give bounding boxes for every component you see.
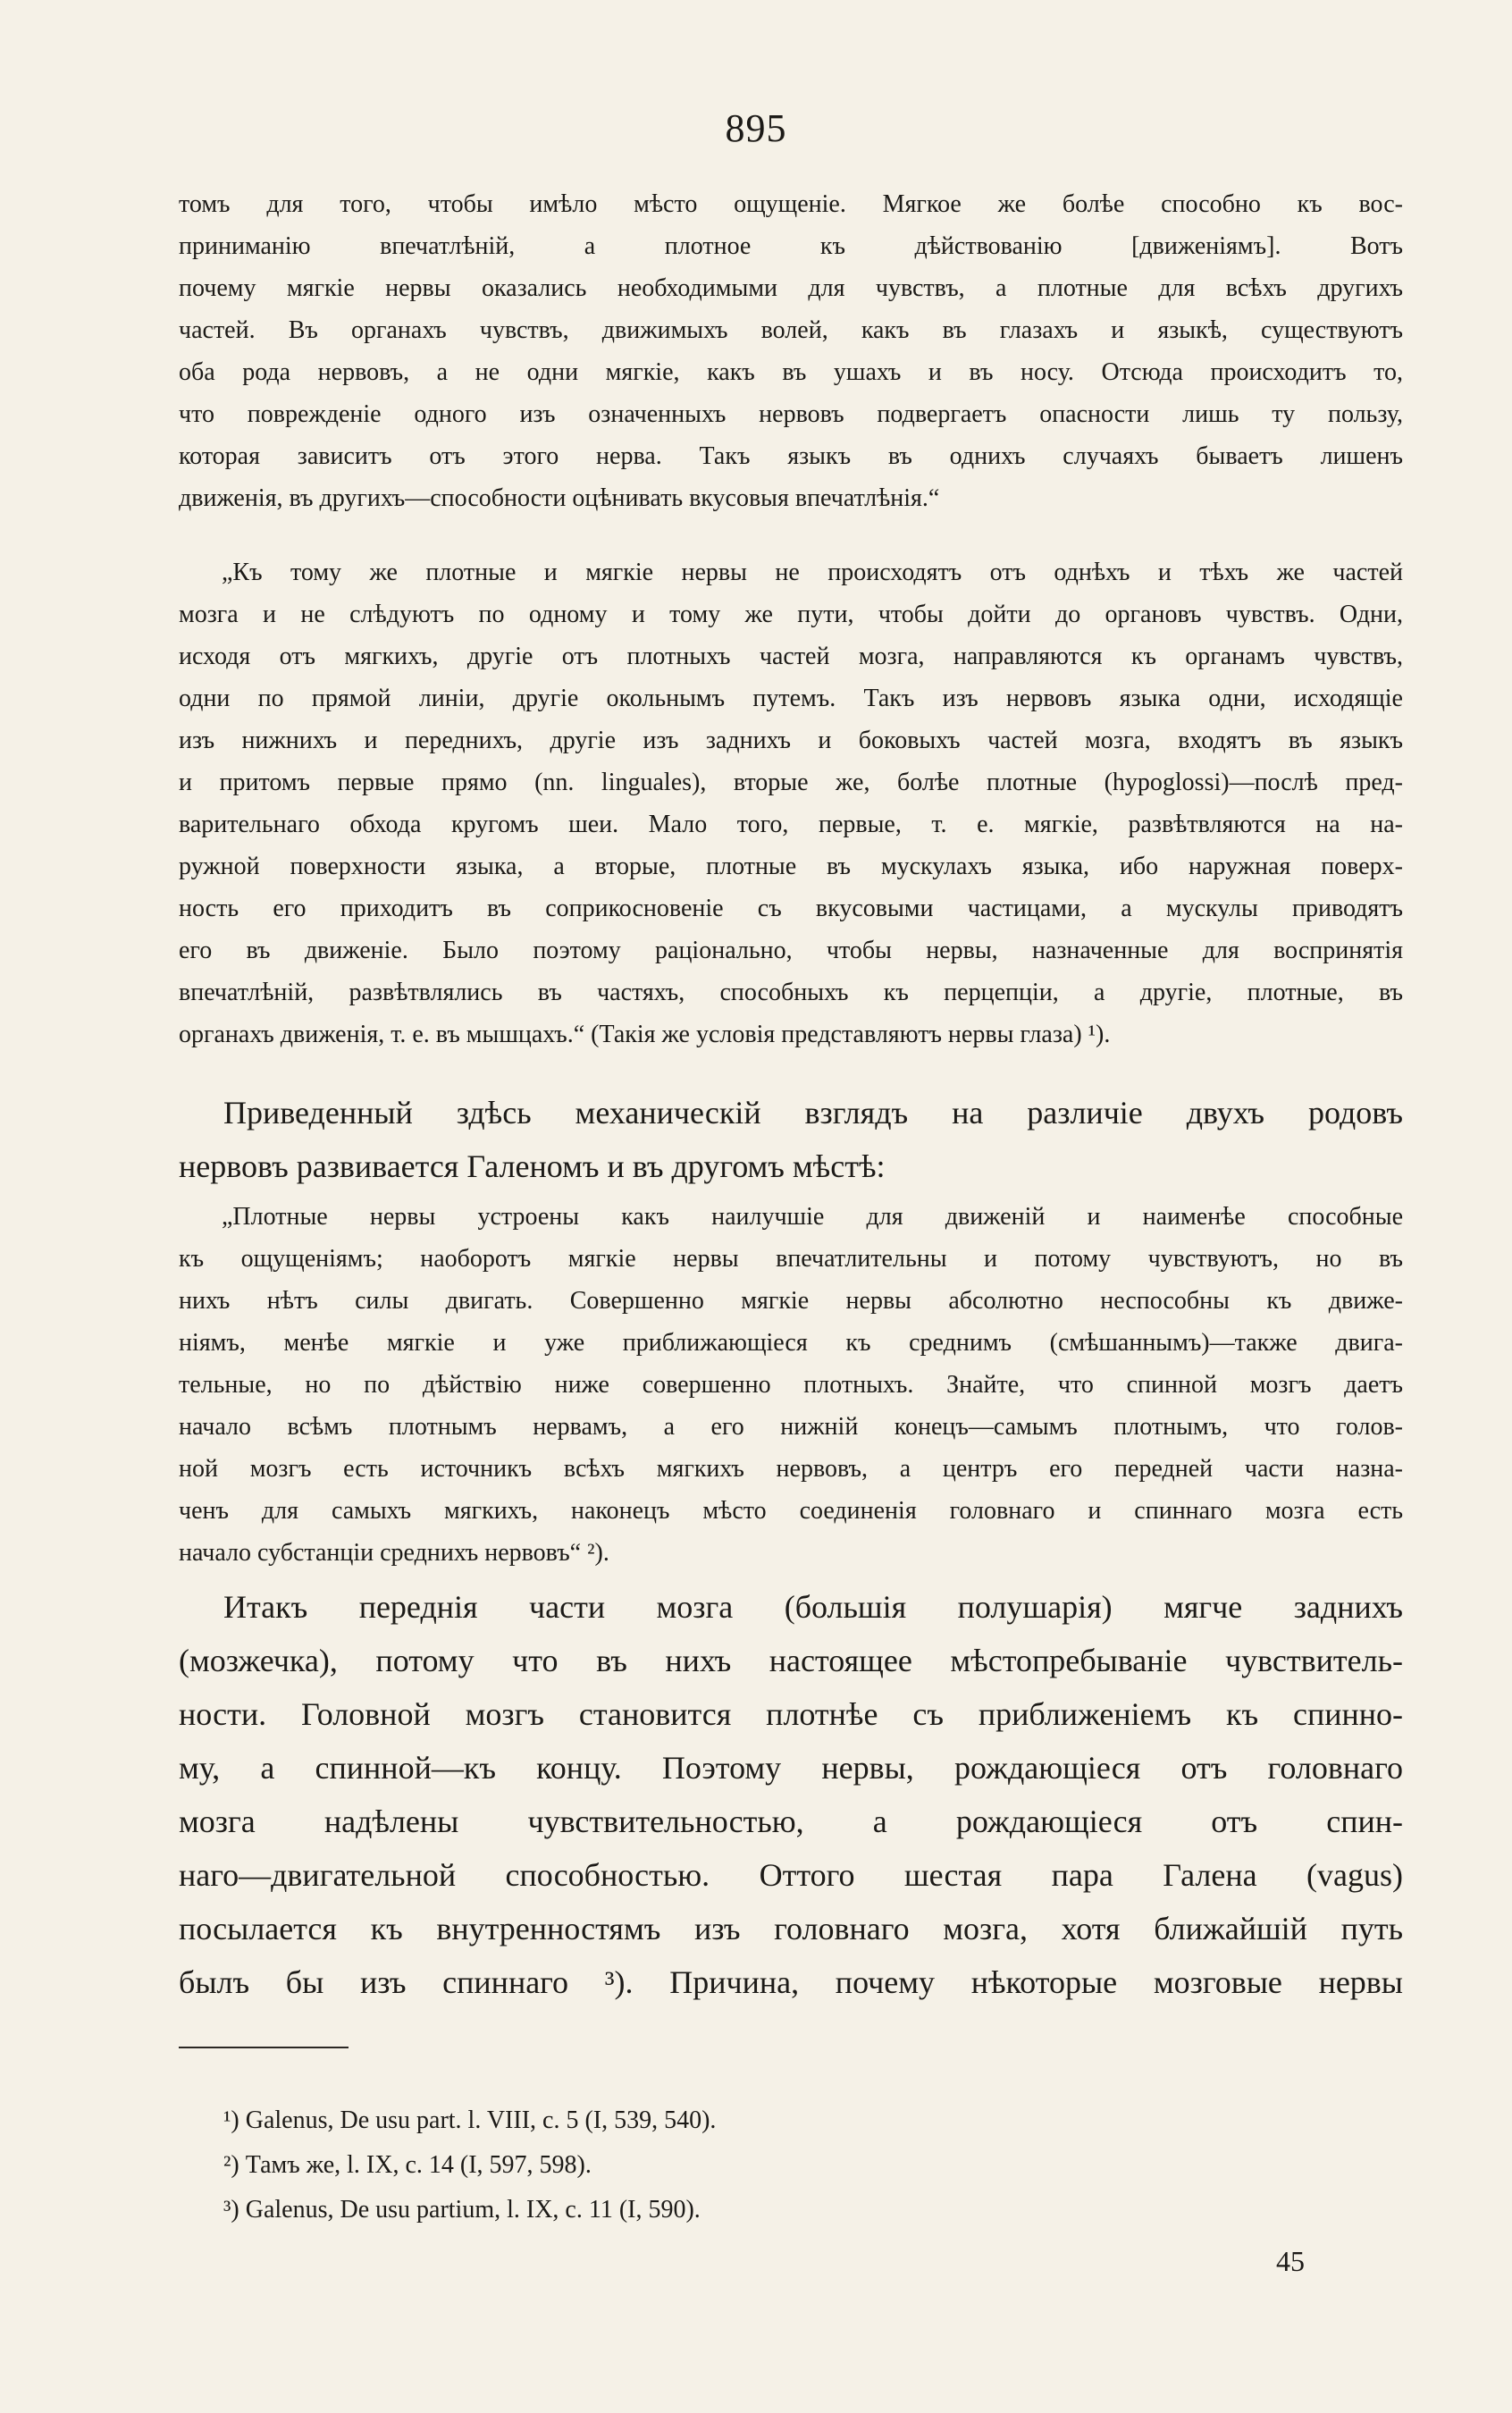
text-line: мозга надѣлены чувствительностью, а рождающіеся отъ спин-	[179, 1803, 1403, 1839]
text-line: органахъ движенія, т. е. въ мышцахъ.“ (Такія же условія представляютъ нервы глаза) ¹).	[179, 1021, 1111, 1048]
text-line: ніямъ, менѣе мягкіе и уже приближающіеся къ среднимъ (смѣшаннымъ)—также двига-	[179, 1329, 1403, 1357]
text-line: и притомъ первые прямо (nn. linguales), вторые же, болѣе плотные (hypoglossi)—послѣ пред-	[179, 769, 1403, 796]
text-line: почему мягкіе нервы оказались необходимыми для чувствъ, а плотные для всѣхъ другихъ	[179, 274, 1403, 302]
text-line: начало всѣмъ плотнымъ нервамъ, а его нижній конецъ—самымъ плотнымъ, что голов-	[179, 1413, 1403, 1441]
sheet-signature-number: 45	[1276, 2245, 1305, 2277]
text-line: движенія, въ другихъ—способности оцѣнивать вкусовыя впечатлѣнія.“	[179, 484, 940, 512]
text-line: одни по прямой линіи, другіе окольнымъ путемъ. Такъ изъ нервовъ языка одни, исходящіе	[179, 685, 1403, 712]
text-line: приниманію впечатлѣній, а плотное къ дѣйствованію [движеніямъ]. Вотъ	[179, 232, 1403, 260]
text-line: мозга и не слѣдуютъ по одному и тому же пути, чтобы дойти до органовъ чувствъ. Одни,	[179, 601, 1403, 628]
text-line: которая зависитъ отъ этого нерва. Такъ языкъ въ однихъ случаяхъ бываетъ лишенъ	[179, 442, 1403, 470]
text-line: частей. Въ органахъ чувствъ, движимыхъ волей, какъ въ глазахъ и языкѣ, существуютъ	[179, 316, 1403, 344]
text-line: начало субстанціи среднихъ нервовъ“ ²).	[179, 1539, 609, 1567]
footnotes	[223, 2098, 1296, 2232]
paragraph-quote-nerves	[179, 551, 1403, 1055]
paragraph-quote-dense-nerves	[179, 1196, 1403, 1574]
text-line: „Плотные нервы устроены какъ наилучшіе для движеній и наименѣе способные	[222, 1203, 1403, 1231]
page-number: 895	[725, 106, 787, 150]
footnote: ³) Galenus, De usu partium, l. IX, c. 11 (I, 590).	[223, 2196, 701, 2224]
text-line: изъ нижнихъ и переднихъ, другіе изъ заднихъ и боковыхъ частей мозга, входятъ въ языкъ	[179, 727, 1403, 754]
text-line: его въ движеніе. Было поэтому раціонально, чтобы нервы, назначенные для воспринятія	[179, 937, 1403, 964]
text-line: ружной поверхности языка, а вторые, плотные въ мускулахъ языка, ибо наружная поверх-	[179, 853, 1403, 880]
text-line: посылается къ внутренностямъ изъ головнаго мозга, хотя ближайшій путь	[179, 1911, 1403, 1946]
footnote: ¹) Galenus, De usu part. l. VIII, c. 5 (I, 539, 540).	[223, 2106, 717, 2134]
text-line: нервовъ развивается Галеномъ и въ другомъ мѣстѣ:	[179, 1148, 886, 1184]
text-line: наго—двигательной способностью. Оттого шестая пара Галена (vagus)	[179, 1857, 1403, 1893]
paragraph-quote-continuation	[179, 183, 1403, 519]
text-line: варительнаго обхода кругомъ шеи. Мало того, первые, т. е. мягкіе, развѣтвляются на на-	[179, 811, 1403, 838]
text-line: нихъ нѣтъ силы двигать. Совершенно мягкіе нервы абсолютно неспособны къ движе-	[179, 1287, 1403, 1315]
text-line: Приведенный здѣсь механическій взглядъ на различіе двухъ родовъ	[223, 1095, 1403, 1131]
text-line: къ ощущеніямъ; наоборотъ мягкіе нервы впечатлительны и потому чувствуютъ, но въ	[179, 1245, 1403, 1273]
text-line: что поврежденіе одного изъ означенныхъ нервовъ подвергаетъ опасности лишь ту пользу,	[179, 400, 1403, 428]
text-line: Итакъ переднія части мозга (большія полушарія) мягче заднихъ	[223, 1589, 1403, 1625]
text-line: ной мозгъ есть источникъ всѣхъ мягкихъ нервовъ, а центръ его передней части назна-	[179, 1455, 1403, 1483]
footnote-separator	[179, 2047, 349, 2048]
footnote: ²) Тамъ же, l. IX, c. 14 (I, 597, 598).	[223, 2151, 592, 2179]
text-line: оба рода нервовъ, а не одни мягкіе, какъ въ ушахъ и въ носу. Отсюда происходитъ то,	[179, 358, 1403, 386]
text-line: исходя отъ мягкихъ, другіе отъ плотныхъ частей мозга, направляются къ органамъ чувствъ,	[179, 643, 1403, 670]
text-line: „Къ тому же плотные и мягкіе нервы не происходятъ отъ однѣхъ и тѣхъ же частей	[222, 559, 1403, 586]
text-line: впечатлѣній, развѣтвлялись въ частяхъ, способныхъ къ перцепціи, а другіе, плотные, въ	[179, 979, 1403, 1006]
text-line: му, а спинной—къ концу. Поэтому нервы, рождающіеся отъ головнаго	[179, 1750, 1403, 1786]
text-line: былъ бы изъ спиннаго ³). Причина, почему нѣкоторые мозговые нервы	[179, 1964, 1403, 2000]
text-line: тельные, но по дѣйствію ниже совершенно плотныхъ. Знайте, что спинной мозгъ даетъ	[179, 1371, 1403, 1399]
text-line: томъ для того, чтобы имѣло мѣсто ощущеніе. Мягкое же болѣе способно къ вос-	[179, 190, 1403, 218]
text-line: ность его приходитъ въ соприкосновеніе съ вкусовыми частицами, а мускулы приводятъ	[179, 895, 1403, 922]
text-line: ченъ для самыхъ мягкихъ, наконецъ мѣсто соединенія головнаго и спиннаго мозга есть	[179, 1497, 1403, 1525]
paragraph-galen-intro	[179, 1086, 1403, 1193]
paragraph-brain-parts	[179, 1580, 1403, 2009]
text-line: ности. Головной мозгъ становится плотнѣе съ приближеніемъ къ спинно-	[179, 1696, 1403, 1732]
text-line: (мозжечка), потому что въ нихъ настоящее мѣстопребываніе чувствитель-	[179, 1643, 1403, 1678]
